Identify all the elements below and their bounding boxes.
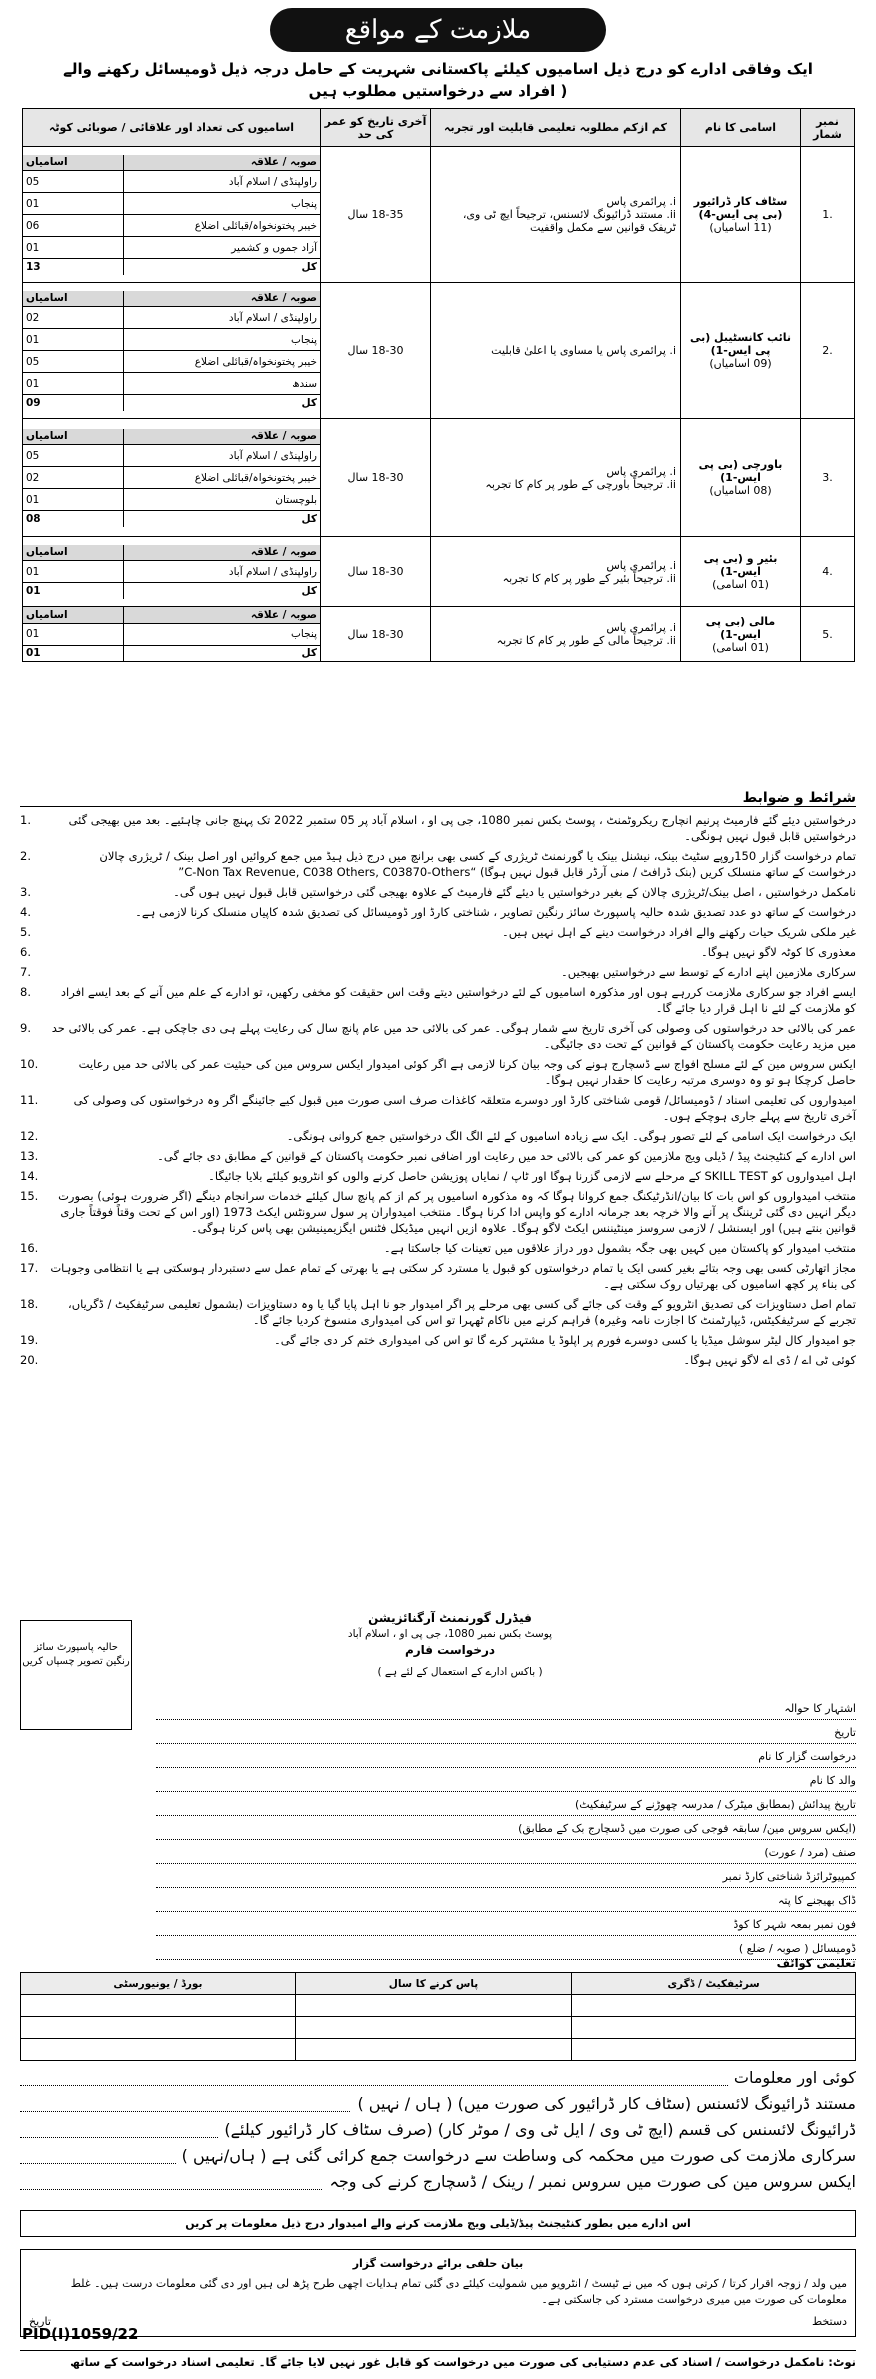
- age-limit: 18-30 سال: [321, 607, 431, 662]
- quota-head-count: اسامیاں: [23, 155, 124, 171]
- quota-total-label: کل: [301, 584, 317, 597]
- term-number: 7.: [20, 965, 31, 979]
- vacancy-row: [23, 537, 855, 607]
- vacancy-row: [23, 283, 855, 419]
- post-name: سٹاف کار ڈرائیور (بی پی ایس-4): [693, 195, 788, 221]
- form-field-label: تاریخ پیدائش (بمطابق میٹرک / مدرسہ چھوڑنے کے سرٹیفکیٹ): [569, 1798, 856, 1811]
- edu-cell[interactable]: [295, 2017, 571, 2039]
- term-item: [20, 1352, 856, 1368]
- form-field[interactable]: [156, 1798, 856, 1816]
- qualification-cell: [431, 607, 681, 662]
- term-number: 3.: [20, 885, 31, 899]
- term-number: 18.: [20, 1297, 39, 1311]
- term-text: درخواستیں دیئے گئے فارمیٹ پرنیم انچارج ریکروٹمنٹ ، پوسٹ بکس نمبر 1080، جی پی او ، اسلام آباد پر 05 ستمبر 2022 تک پہنچ جانی چاہئیے۔ بعد میں بھیجی گئی درخواستیں قابل قبول نہیں ہونگی۔: [68, 813, 856, 843]
- form-field[interactable]: [156, 1894, 856, 1912]
- post-count: (01 اسامی): [712, 578, 769, 591]
- qualification-cell: [431, 537, 681, 607]
- quota-table: [23, 291, 320, 411]
- col-header-quota: اسامیوں کی تعداد اور علاقائی / صوبائی کوٹہ: [23, 109, 321, 147]
- quota-region: راولپنڈی / اسلام آباد: [124, 445, 320, 467]
- quota-row: [23, 561, 320, 583]
- form-field-label: ڈومیسائل ( صوبہ / ضلع ): [733, 1942, 856, 1955]
- quota-row: [23, 623, 320, 645]
- quota-row: [23, 489, 320, 511]
- term-text: جو امیدوار کال لیٹر سوشل میڈیا یا کسی دوسرے فورم پر اپلوڈ یا مشتہر کرے گا تو اس کی امیدواری ختم کر دی جائے گی۔: [273, 1333, 856, 1347]
- quota-region: راولپنڈی / اسلام آباد: [124, 171, 320, 193]
- quota-total: 01: [23, 583, 124, 599]
- qualification-line: i. پرائمری پاس یا مساوی یا اعلیٰ قابلیت: [491, 344, 676, 357]
- post-name: مالی (بی پی ایس-1): [705, 614, 776, 641]
- quota-row: [23, 307, 320, 329]
- quota-region: سندھ: [124, 373, 320, 395]
- col-header-qualification: کم ازکم مطلوبہ تعلیمی قابلیت اور تجربہ: [431, 109, 681, 147]
- term-number: 10.: [20, 1057, 39, 1071]
- pid-number: PID(I)1059/22: [22, 2325, 139, 2343]
- quota-head-count: اسامیاں: [23, 291, 124, 307]
- edu-title: تعلیمی کوائف: [776, 1956, 856, 1970]
- quota-region: خیبر پختونخواہ/قبائلی اضلاع: [124, 215, 320, 237]
- quota-row: [23, 373, 320, 395]
- term-item: [20, 1148, 856, 1164]
- term-number: 8.: [20, 985, 31, 999]
- office-box: اس ادارے میں بطور کنٹیجنٹ پیڈ/ڈیلی ویج ملازمت کرنے والے امیدوار درج ذیل معلومات پر کریں: [20, 2210, 856, 2237]
- quota-count: 01: [23, 193, 124, 215]
- quota-count: 01: [23, 237, 124, 259]
- term-number: 13.: [20, 1149, 39, 1163]
- form-field[interactable]: [156, 1846, 856, 1864]
- term-item: [20, 1056, 856, 1088]
- quota-count: 05: [23, 445, 124, 467]
- term-text: منتخب امیدواروں کو اس بات کا بیان/انڈرٹیکنگ جمع کروانا ہوگا کہ وہ مذکورہ اسامیوں پر کم از کم پانچ سال کیلئے خدمات سرانجام دینگے (اگر ضرورت ہوئی) بصورت دیگر انہیں دی گئی ٹریننگ پر آنے والا خرچہ بعد جرمانہ ادارے کو واپس ادا کرنا ہوگا۔ منتخب امیدواران پر سول سرونٹس ایکٹ 1973 (اور اس کے تحت وقتاً فوقتاً جاری قوانین بنتے ہیں) اور ایسنشل / لازمی سروسز مینٹیننس ایکٹ لاگو ہوگا۔ علاوہ ازیں انہیں میڈیکل فٹنس ایگزیمینیشن بھی پاس کرنا ہوگی۔: [58, 1189, 856, 1235]
- term-number: 14.: [20, 1169, 39, 1183]
- declaration-body: میں ولد / زوجہ اقرار کرتا / کرتی ہوں کہ میں نے ٹیسٹ / انٹرویو میں شمولیت کیلئے دی گئی تمام ہدایات اچھی طرح پڑھ لی ہیں اور دی گئی معلومات درست ہیں۔ غلط معلومات کی صورت میں میری درخواست مسترد کی جاسکتی ہے۔: [70, 2277, 847, 2306]
- photo-box: [20, 1620, 132, 1730]
- quota-count: 01: [23, 373, 124, 395]
- page-title-banner: [270, 8, 606, 52]
- term-item: [20, 848, 856, 880]
- post-name-cell: [681, 419, 801, 537]
- post-name-cell: [681, 537, 801, 607]
- post-name-cell: [681, 147, 801, 283]
- term-item: [20, 812, 856, 844]
- form-field-label: کمپیوٹرائزڈ شناختی کارڈ نمبر: [717, 1870, 856, 1883]
- form-field[interactable]: [156, 1702, 856, 1720]
- quota-total: 08: [23, 511, 124, 527]
- quota-cell: [23, 537, 321, 607]
- qualification-line: ii. مستند ڈرائیونگ لائسنس، ترجیحاً ایچ ٹی وی، ٹریفک قوانین سے مکمل واقفیت: [462, 208, 676, 234]
- vacancy-row: [23, 607, 855, 662]
- term-number: 1.: [20, 813, 31, 827]
- extra-field-label: کوئی اور معلومات: [728, 2068, 856, 2087]
- quota-table: [23, 607, 320, 661]
- quota-row: [23, 193, 320, 215]
- term-text: ایسے افراد جو سرکاری ملازمت کررہے ہوں اور مذکورہ اسامیوں کے لئے درخواستیں دیتے وقت اس حقیقت کو مخفی رکھیں، تو ادارے کے علم میں آنے کے بعد ایسے افراد کو ملازمت کے لئے نا اہل قرار دیا جائے گا۔: [60, 985, 856, 1015]
- term-item: [20, 1092, 856, 1124]
- term-text: کوئی ٹی اے / ڈی اے لاگو نہیں ہوگا۔: [683, 1353, 856, 1367]
- quota-region: خیبر پختونخواہ/قبائلی اضلاع: [124, 467, 320, 489]
- extra-field-label: سرکاری ملازمت کی صورت میں محکمہ کی وساطت سے درخواست جمع کرائی گئی ہے ( ہاں/نہیں ): [176, 2146, 856, 2165]
- quota-row: [23, 215, 320, 237]
- post-name-cell: [681, 607, 801, 662]
- qualification-line: i. پرائمری پاس: [606, 464, 676, 478]
- quota-row: [23, 351, 320, 373]
- quota-head-region: صوبہ / علاقہ: [124, 545, 320, 561]
- term-number: 16.: [20, 1241, 39, 1255]
- quota-region: پنجاب: [124, 193, 320, 215]
- term-item: [20, 964, 856, 980]
- term-item: [20, 984, 856, 1016]
- quota-table: [23, 545, 320, 599]
- extra-field[interactable]: [20, 2094, 856, 2112]
- extra-field-label: ڈرائیونگ لائسنس کی قسم (ایچ ٹی وی / ایل ٹی وی / موٹر کار) (صرف سٹاف کار ڈرائیور کیلئے): [218, 2120, 856, 2139]
- term-text: سرکاری ملازمین اپنے ادارے کے توسط سے درخواستیں بھیجیں۔: [560, 965, 856, 979]
- quota-cell: [23, 147, 321, 283]
- post-name: باورچی (بی پی ایس-1): [698, 458, 783, 484]
- quota-head-region: صوبہ / علاقہ: [124, 607, 320, 623]
- term-number: 19.: [20, 1333, 39, 1347]
- extra-field[interactable]: [20, 2146, 856, 2164]
- form-org: فیڈرل گورنمنٹ آرگنائزیشن: [368, 1611, 532, 1625]
- quota-head-region: صوبہ / علاقہ: [124, 291, 320, 307]
- signature-label: دستخط: [812, 2315, 847, 2328]
- form-field-label: والد کا نام: [804, 1774, 856, 1787]
- age-limit: 18-30 سال: [321, 283, 431, 419]
- term-item: [20, 1188, 856, 1236]
- term-number: 20.: [20, 1353, 39, 1367]
- term-number: 4.: [20, 905, 31, 919]
- quota-count: 01: [23, 623, 124, 645]
- quota-region: پنجاب: [124, 329, 320, 351]
- serial-number: 4.: [801, 537, 855, 607]
- form-field-label: درخواست گزار کا نام: [752, 1750, 856, 1763]
- quota-row: [23, 171, 320, 193]
- extra-field[interactable]: [20, 2068, 856, 2086]
- quota-cell: [23, 419, 321, 537]
- term-text: امیدواروں کی تعلیمی اسناد / ڈومیسائل/ قومی شناختی کارڈ اور دوسرے متعلقہ کاغذات صرف اسی صورت میں قبول کیے جائینگے اگر وہ درخواستوں کی وصولی کی آخری تاریخ سے پہلے جاری ہوچکے ہوں۔: [73, 1093, 856, 1123]
- page-title: ملازمت کے مواقع: [344, 15, 532, 45]
- post-name: بئیر و (بی پی ایس-1): [703, 552, 778, 578]
- col-header-post: اسامی کا نام: [681, 109, 801, 147]
- quota-cell: [23, 283, 321, 419]
- extra-field-label: ایکس سروس مین کی صورت میں سروس نمبر / رینک / ڈسچارج کرنے کی وجہ: [323, 2172, 856, 2191]
- quota-region: خیبر پختونخواہ/قبائلی اضلاع: [124, 351, 320, 373]
- quota-region: بلوچستان: [124, 489, 320, 511]
- quota-region: راولپنڈی / اسلام آباد: [124, 307, 320, 329]
- quota-count: 06: [23, 215, 124, 237]
- quota-region: راولپنڈی / اسلام آباد: [124, 561, 320, 583]
- form-field-label: تاریخ: [828, 1726, 856, 1739]
- quota-total-label: کل: [301, 396, 317, 409]
- post-count: (08 اسامیاں): [709, 484, 772, 497]
- quota-count: 05: [23, 351, 124, 373]
- edu-col-year: پاس کرنے کا سال: [295, 1973, 571, 1995]
- form-title: درخواست فارم: [404, 1643, 496, 1657]
- qualification-cell: [431, 147, 681, 283]
- quota-count: 05: [23, 171, 124, 193]
- qualification-line: i. پرائمری پاس: [606, 558, 676, 572]
- term-item: [20, 1240, 856, 1256]
- quota-head-region: صوبہ / علاقہ: [124, 429, 320, 445]
- quota-table: [23, 155, 320, 275]
- term-number: 9.: [20, 1021, 31, 1035]
- form-field[interactable]: [156, 1726, 856, 1744]
- quota-head-count: اسامیاں: [23, 545, 124, 561]
- quota-head-count: اسامیاں: [23, 607, 124, 623]
- vacancies-table: [22, 108, 855, 662]
- term-text: درخواست کے ساتھ دو عدد تصدیق شدہ حالیہ پاسپورٹ سائز رنگین تصاویر ، شناختی کارڈ اور ڈومیسائل کی تصدیق شدہ کاپیاں منسلک کرنا لازمی ہے۔: [135, 905, 856, 919]
- form-field[interactable]: [156, 1822, 856, 1840]
- form-field[interactable]: [156, 1918, 856, 1936]
- edu-cell[interactable]: [295, 2039, 571, 2061]
- term-text: ایک درخواست ایک اسامی کے لئے تصور ہوگی۔ ایک سے زیادہ اسامیوں کے لئے الگ الگ درخواستیں جمع کروانی ہونگی۔: [286, 1129, 856, 1143]
- term-number: 2.: [20, 849, 31, 863]
- declaration-section: [20, 2210, 856, 2337]
- quota-row: [23, 467, 320, 489]
- term-item: [20, 1296, 856, 1328]
- edu-col-degree: سرٹیفکیٹ / ڈگری: [572, 1973, 856, 1995]
- form-field-label: فون نمبر بمعہ شہر کا کوڈ: [727, 1918, 856, 1931]
- term-item: [20, 944, 856, 960]
- age-limit: 18-30 سال: [321, 419, 431, 537]
- term-text: غیر ملکی شریک حیات رکھنے والے افراد درخواست دینے کے اہل نہیں ہیں۔: [502, 925, 856, 939]
- age-limit: 18-35 سال: [321, 147, 431, 283]
- quota-count: 02: [23, 307, 124, 329]
- edu-cell[interactable]: [21, 2039, 296, 2061]
- quota-head-region: صوبہ / علاقہ: [124, 155, 320, 171]
- term-text: تمام اصل دستاویزات کی تصدیق انٹرویو کے وقت کی جائے گی کسی بھی مرحلے پر اگر امیدوار جو نا اہل پایا گیا یا وہ دستاویزات (بشمول تعلیمی سرٹیفکیٹ / ڈگریاں، تجربے کے سرٹیفکیٹس، ڈیپارٹمنٹ کا اجازت نامہ وغیرہ) فراہم کرنے میں ناکام ٹھہرا تو اس کی امیدواری منسوخ کردیا جائے گا۔: [67, 1297, 856, 1327]
- post-count: (01 اسامی): [712, 640, 769, 654]
- term-item: [20, 884, 856, 900]
- form-field[interactable]: [156, 1870, 856, 1888]
- term-number: 17.: [20, 1261, 39, 1275]
- term-item: [20, 1128, 856, 1144]
- form-field-label: (ایکس سروس مین/ سابقہ فوجی کی صورت میں ڈسچارج بک کے مطابق): [512, 1822, 856, 1835]
- quota-cell: [23, 607, 321, 662]
- term-text: منتخب امیدوار کو پاکستان میں کہیں بھی جگہ بشمول دور دراز علاقوں میں تعینات کیا جاسکتا ہے۔: [383, 1241, 856, 1255]
- post-name: نائب کانسٹیبل (بی پی ایس-1): [689, 331, 792, 357]
- vacancy-row: [23, 147, 855, 283]
- age-limit: 18-30 سال: [321, 537, 431, 607]
- edu-cell[interactable]: [572, 2017, 856, 2039]
- quota-total: 01: [23, 645, 124, 661]
- serial-number: 5.: [801, 607, 855, 662]
- term-text: تمام درخواست گزار 150روپے سٹیٹ بینک، نیشنل بینک یا گورنمنٹ ٹریژری کے کسی بھی برانچ میں درج ذیل ہیڈ میں جمع کروائیں اور اصل بینک / ٹریژری چالان درخواست کے ساتھ منسلک کریں (بنک ڈرافٹ / منی آرڈر قابل قبول نہیں ہوگا) “C-Non Tax Revenue, C038 Others, C03870-Others”: [99, 849, 856, 879]
- term-number: 15.: [20, 1189, 39, 1203]
- term-text: ایکس سروس مین کے لئے مسلح افواج سے ڈسچارج ہونے کی وجہ بیان کرنا لازمی ہے اگر کوئی امیدوار ایکس سروس مین کی حیثیت عمر کی بالائی حد میں رعایت حاصل کرچکا ہو تو وہ دوسری مرتبہ رعایت کا حقدار نہیں ہوگا۔: [78, 1057, 856, 1087]
- term-number: 11.: [20, 1093, 39, 1107]
- edu-row[interactable]: [21, 1995, 856, 2017]
- intro-text: [20, 58, 856, 102]
- quota-head-count: اسامیاں: [23, 429, 124, 445]
- qualification-line: ii. ترجیحاً باورچی کے طور پر کام کا تجربہ: [485, 477, 676, 491]
- term-number: 6.: [20, 945, 31, 959]
- term-item: [20, 1168, 856, 1184]
- declaration-heading: بیان حلفی برائے درخواست گزار: [352, 2257, 524, 2270]
- edu-col-board: بورڈ / یونیورسٹی: [21, 1973, 296, 1995]
- edu-cell[interactable]: [21, 2017, 296, 2039]
- serial-number: 2.: [801, 283, 855, 419]
- qualification-line: i. پرائمری پاس: [606, 621, 676, 634]
- quota-total-label: کل: [301, 512, 317, 525]
- edu-cell[interactable]: [295, 1995, 571, 2017]
- terms-title: شرائط و ضوابط: [20, 790, 856, 807]
- declaration-box: [20, 2249, 856, 2337]
- intro-line-1: ایک وفاقی ادارے کو درج ذیل اسامیوں کیلئے پاکستانی شہریت کے حامل درجہ ذیل ڈومیسائل رکھنے والے: [63, 60, 813, 78]
- form-field-label: ڈاک بھیجنے کا پتہ: [772, 1894, 856, 1907]
- edu-cell[interactable]: [572, 1995, 856, 2017]
- form-field-label: اشتہار کا حوالہ: [778, 1702, 856, 1715]
- quota-region: آزاد جموں و کشمیر: [124, 237, 320, 259]
- col-header-age: آخری تاریخ کو عمر کی حد: [321, 109, 431, 147]
- quota-total-label: کل: [301, 260, 317, 273]
- quota-count: 01: [23, 489, 124, 511]
- date-label: تاریخ: [29, 2315, 51, 2328]
- quota-row: [23, 445, 320, 467]
- term-item: [20, 924, 856, 940]
- post-count: (09 اسامیاں): [709, 357, 772, 370]
- education-table: [20, 1972, 856, 2061]
- form-field[interactable]: [156, 1942, 856, 1960]
- form-field-label: صنف (مرد / عورت): [758, 1846, 856, 1859]
- term-item: [20, 1260, 856, 1292]
- qualification-cell: [431, 283, 681, 419]
- term-text: عمر کی بالائی حد درخواستوں کی وصولی کی آخری تاریخ سے شمار ہوگی۔ عمر کی بالائی حد میں عام پانچ سال کی رعایت پہلے ہی دی جاچکی ہے۔ عمر کی بالائی حد میں مزید رعایت حکومت پاکستان کے قوانین کے تحت دی جائیگی۔: [51, 1021, 856, 1051]
- quota-count: 01: [23, 561, 124, 583]
- intro-line-2: ( افراد سے درخواستیں مطلوب ہیں: [308, 82, 568, 100]
- form-field[interactable]: [156, 1750, 856, 1768]
- office-use-note: ( باکس ادارے کے استعمال کے لئے ہے ): [377, 1666, 543, 1678]
- term-item: [20, 1020, 856, 1052]
- extra-field-label: مستند ڈرائیونگ لائسنس (سٹاف کار ڈرائیور کی صورت میں) ( ہاں / نہیں ): [351, 2094, 856, 2113]
- serial-number: 3.: [801, 419, 855, 537]
- form-address: پوسٹ بکس نمبر 1080، جی پی او ، اسلام آباد: [347, 1628, 553, 1640]
- post-name-cell: [681, 283, 801, 419]
- footer-note: نوٹ: نامکمل درخواست / اسناد کی عدم دستیابی کی صورت میں درخواست کو قابل غور نہیں لایا جائے گا۔ تعلیمی اسناد درخواست کے ساتھ: [20, 2350, 856, 2369]
- col-header-serial: نمبر شمار: [801, 109, 855, 147]
- qualification-line: ii. ترجیحاً مالی کے طور پر کام کا تجربہ: [496, 634, 676, 647]
- terms-list: [20, 812, 856, 1372]
- term-text: مجاز اتھارٹی کسی بھی وجہ بتائے بغیر کسی ایک یا تمام درخواستوں کو قبول یا مسترد کر سکتی ہے یا بھرتی کے تمام عمل سے دستبردار ہوسکتی ہے یا انتظامی وجوہات کی بناء پر کچھ اسامیوں کی بھرتیاں روک سکتی ہے۔: [50, 1261, 856, 1291]
- form-field[interactable]: [156, 1774, 856, 1792]
- quota-count: 01: [23, 329, 124, 351]
- qualification-cell: [431, 419, 681, 537]
- qualification-line: ii. ترجیحاً بئیر کے طور پر کام کا تجربہ: [502, 571, 676, 585]
- vacancy-row: [23, 419, 855, 537]
- quota-total: 09: [23, 395, 124, 411]
- term-item: [20, 904, 856, 920]
- qualification-line: i. پرائمری پاس: [606, 195, 676, 208]
- quota-table: [23, 429, 320, 527]
- edu-row[interactable]: [21, 2017, 856, 2039]
- term-text: معذوری کا کوٹہ لاگو نہیں ہوگا۔: [701, 945, 856, 959]
- serial-number: 1.: [801, 147, 855, 283]
- form-header: [300, 1610, 600, 1658]
- edu-cell[interactable]: [572, 2039, 856, 2061]
- edu-row[interactable]: [21, 2039, 856, 2061]
- term-item: [20, 1332, 856, 1348]
- photo-box-text: حالیہ پاسپورٹ سائز رنگین تصویر چسپاں کریں: [22, 1642, 130, 1667]
- term-text: اہل امیدواروں کو SKILL TEST کے مرحلے سے لازمی گزرنا ہوگا اور ٹاپ / نمایاں پوزیشن حاصل کرنے والوں کو انٹرویو کیلئے بلایا جائیگا۔: [208, 1169, 856, 1183]
- quota-region: پنجاب: [124, 623, 320, 645]
- term-text: اس ادارے کے کنٹیجنٹ پیڈ / ڈیلی ویج ملازمین کو عمر کی بالائی حد میں رعایت اور اضافی نمبر حکومت پاکستان کے قوانین کے مطابق دی جائے گی۔: [157, 1149, 856, 1163]
- term-text: نامکمل درخواستیں ، اصل بینک/ٹریژری چالان کے بغیر درخواستیں یا دیئے گئے فارمیٹ کے علاوہ بھیجی گئی درخواستیں قابل قبول نہیں ہوں گی۔: [173, 885, 856, 899]
- quota-row: [23, 329, 320, 351]
- post-count: (11 اسامیاں): [709, 221, 772, 234]
- quota-row: [23, 237, 320, 259]
- edu-cell[interactable]: [21, 1995, 296, 2017]
- term-number: 5.: [20, 925, 31, 939]
- quota-count: 02: [23, 467, 124, 489]
- term-number: 12.: [20, 1129, 39, 1143]
- extra-field[interactable]: [20, 2172, 856, 2190]
- quota-total-label: کل: [301, 647, 317, 660]
- extra-field[interactable]: [20, 2120, 856, 2138]
- quota-total: 13: [23, 259, 124, 275]
